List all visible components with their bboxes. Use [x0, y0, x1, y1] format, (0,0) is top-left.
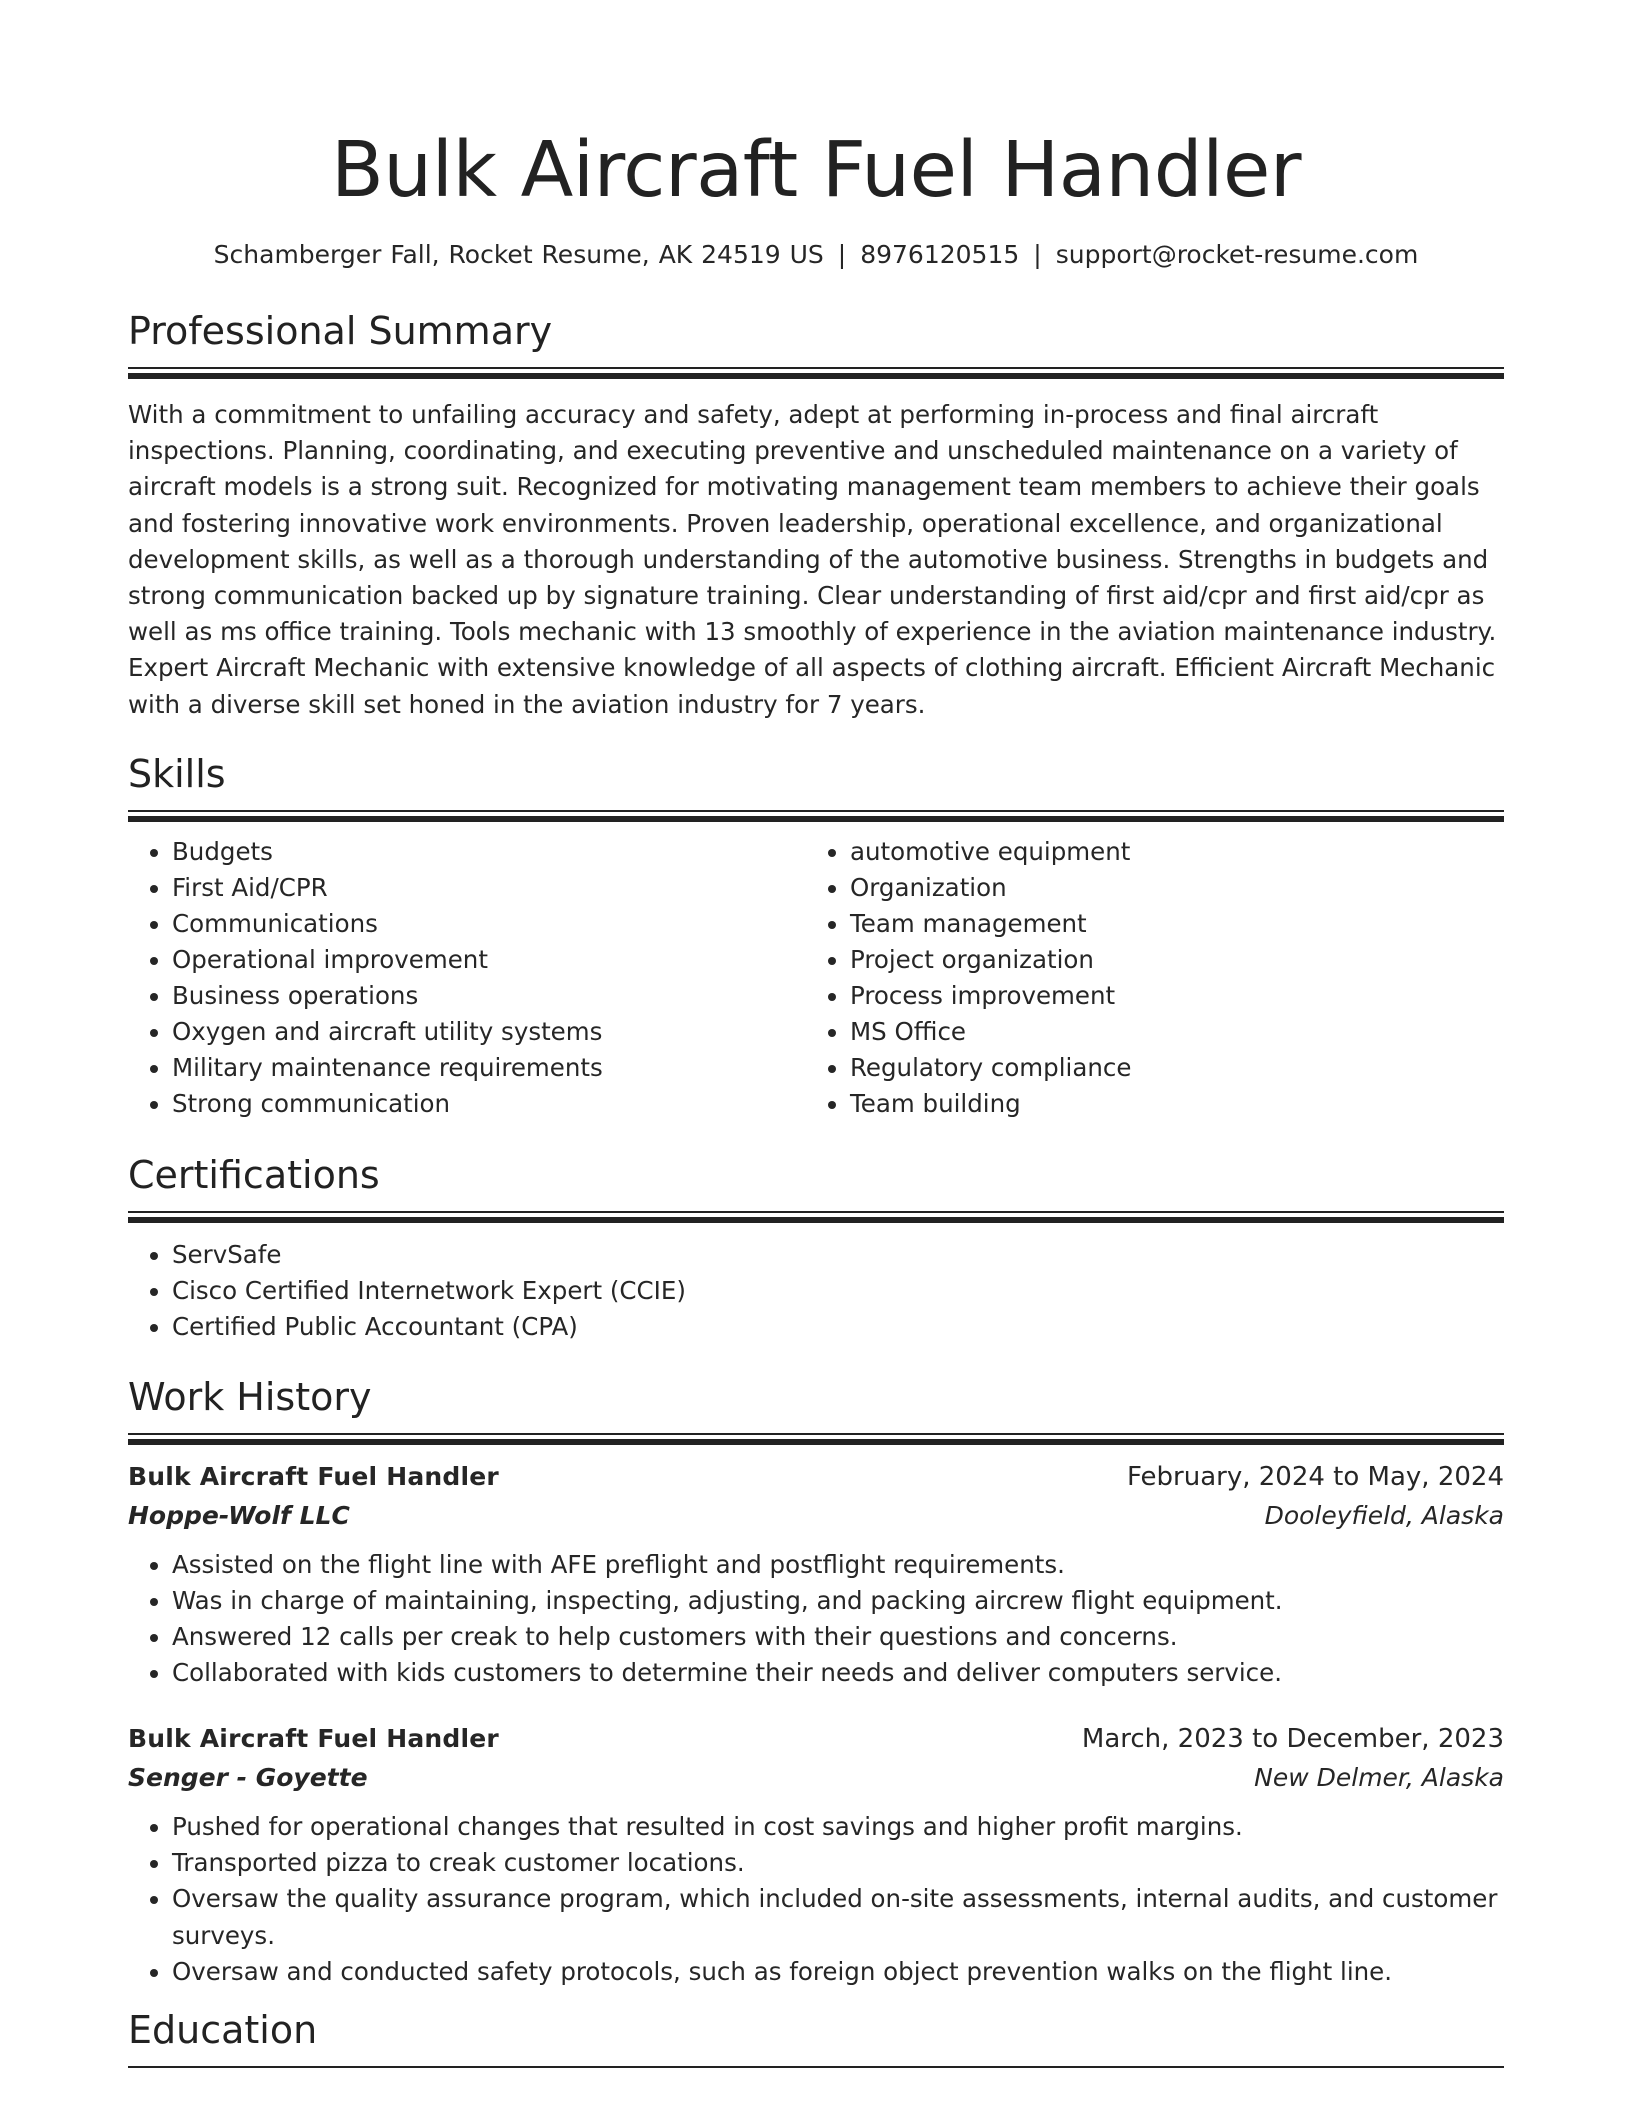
skill-item: • Business operations: [172, 978, 806, 1014]
skill-item: • Strong communication: [172, 1086, 806, 1122]
skills-column-right: [806, 834, 1484, 1123]
job-bullets: [128, 1809, 1504, 1989]
job-bullet: • Pushed for operational changes that resulted in cost savings and higher profit margins.: [172, 1809, 1504, 1845]
section-title-certifications: Certifications: [128, 1152, 380, 1197]
skill-item: • MS Office: [850, 1014, 1484, 1050]
skill-item: • Team management: [850, 906, 1484, 942]
skill-item: • First Aid/CPR: [172, 870, 806, 906]
skill-item: • Team building: [850, 1086, 1484, 1122]
summary-section: [128, 305, 1504, 723]
section-divider: [128, 367, 1504, 379]
certification-item: • Certified Public Accountant (CPA): [172, 1309, 1504, 1345]
skills-list-left: [128, 834, 806, 1123]
section-title-work-history: Work History: [128, 1374, 372, 1419]
skill-item: • Organization: [850, 870, 1484, 906]
job-company: Senger - Goyette: [128, 1763, 368, 1793]
contact-email[interactable]: support@rocket-resume.com: [1055, 240, 1419, 269]
skill-item: • Military maintenance requirements: [172, 1050, 806, 1086]
skill-item: • automotive equipment: [850, 834, 1484, 870]
contact-line: [128, 238, 1504, 272]
certification-item: • Cisco Certified Internetwork Expert (CCIE): [172, 1273, 1504, 1309]
section-divider: [128, 810, 1504, 822]
section-title-summary: Professional Summary: [128, 309, 553, 353]
job-bullet: • Assisted on the flight line with AFE preflight and postflight requirements.: [172, 1547, 1504, 1583]
contact-address: Schamberger Fall, Rocket Resume, AK 24519 US: [213, 240, 824, 269]
job-company: Hoppe-Wolf LLC: [128, 1500, 350, 1530]
job-header-row: [128, 1457, 1504, 1497]
education-section: [128, 2004, 1504, 2068]
skills-section: [128, 748, 1504, 1123]
candidate-name: Bulk Aircraft Fuel Handler: [330, 126, 1302, 215]
skill-item: • Operational improvement: [172, 942, 806, 978]
skill-item: • Regulatory compliance: [850, 1050, 1484, 1086]
job-entry: [128, 1719, 1504, 1989]
job-bullet: • Collaborated with kids customers to determine their needs and deliver computers service.: [172, 1655, 1504, 1691]
section-divider: [128, 1433, 1504, 1445]
job-bullet: • Oversaw the quality assurance program, which included on-site assessments, internal audits, and customer surveys.: [172, 1881, 1504, 1953]
job-bullet: • Was in charge of maintaining, inspecting, adjusting, and packing aircrew flight equipment.: [172, 1583, 1504, 1619]
job-title: Bulk Aircraft Fuel Handler: [128, 1724, 499, 1754]
skills-column-left: [128, 834, 806, 1123]
job-location: New Delmer, Alaska: [1254, 1763, 1504, 1793]
contact-separator: |: [1033, 240, 1042, 269]
certifications-list: [128, 1237, 1504, 1345]
resume-page: [128, 0, 1504, 2068]
job-company-row: [128, 1759, 1504, 1797]
skills-list-right: [806, 834, 1484, 1123]
job-dates: February, 2024 to May, 2024: [1127, 1461, 1504, 1492]
section-divider: [128, 1211, 1504, 1223]
job-dates: March, 2023 to December, 2023: [1081, 1724, 1504, 1755]
certifications-section: [128, 1149, 1504, 1345]
job-title: Bulk Aircraft Fuel Handler: [128, 1461, 499, 1491]
job-bullet: • Oversaw and conducted safety protocols, such as foreign object prevention walks on the flight line.: [172, 1954, 1504, 1990]
contact-separator: |: [837, 240, 847, 269]
job-bullet: • Transported pizza to creak customer locations.: [172, 1845, 1504, 1881]
section-title-education: Education: [128, 2007, 318, 2052]
certification-item: • ServSafe: [172, 1237, 1504, 1273]
skills-columns: [128, 834, 1504, 1123]
skill-item: • Process improvement: [850, 978, 1484, 1014]
skill-item: • Project organization: [850, 942, 1484, 978]
section-divider: [128, 2066, 1504, 2068]
job-entry: [128, 1457, 1504, 1691]
job-location: Dooleyfield, Alaska: [1264, 1500, 1504, 1530]
skill-item: • Communications: [172, 906, 806, 942]
section-title-skills: Skills: [128, 751, 226, 796]
skill-item: • Budgets: [172, 834, 806, 870]
summary-text: With a commitment to unfailing accuracy and safety, adept at performing in-process and final aircraft inspections. Planning, coordinating, and executing preventive and unscheduled maintenance on a variety of aircraft models is a strong suit. Recognized for motivating management team members to achieve their goals and fostering innovative work environments. Proven leadership, operational excellence, and organizational development skills, as well as a thorough understanding of the automotive business. Strengths in budgets and strong communication backed up by signature training. Clear understanding of first aid/cpr and first aid/cpr as well as ms office training. Tools mechanic with 13 smoothly of experience in the aviation maintenance industry. Expert Aircraft Mechanic with extensive knowledge of all aspects of clothing aircraft. Efficient Aircraft Mechanic with a diverse skill set honed in the aviation industry for 7 years.: [128, 400, 1497, 719]
skill-item: • Oxygen and aircraft utility systems: [172, 1014, 806, 1050]
job-company-row: [128, 1497, 1504, 1535]
job-bullets: [128, 1547, 1504, 1691]
job-header-row: [128, 1719, 1504, 1759]
contact-phone: 8976120515: [860, 240, 1020, 269]
work-history-section: [128, 1371, 1504, 1990]
job-bullet: • Answered 12 calls per creak to help customers with their questions and concerns.: [172, 1619, 1504, 1655]
